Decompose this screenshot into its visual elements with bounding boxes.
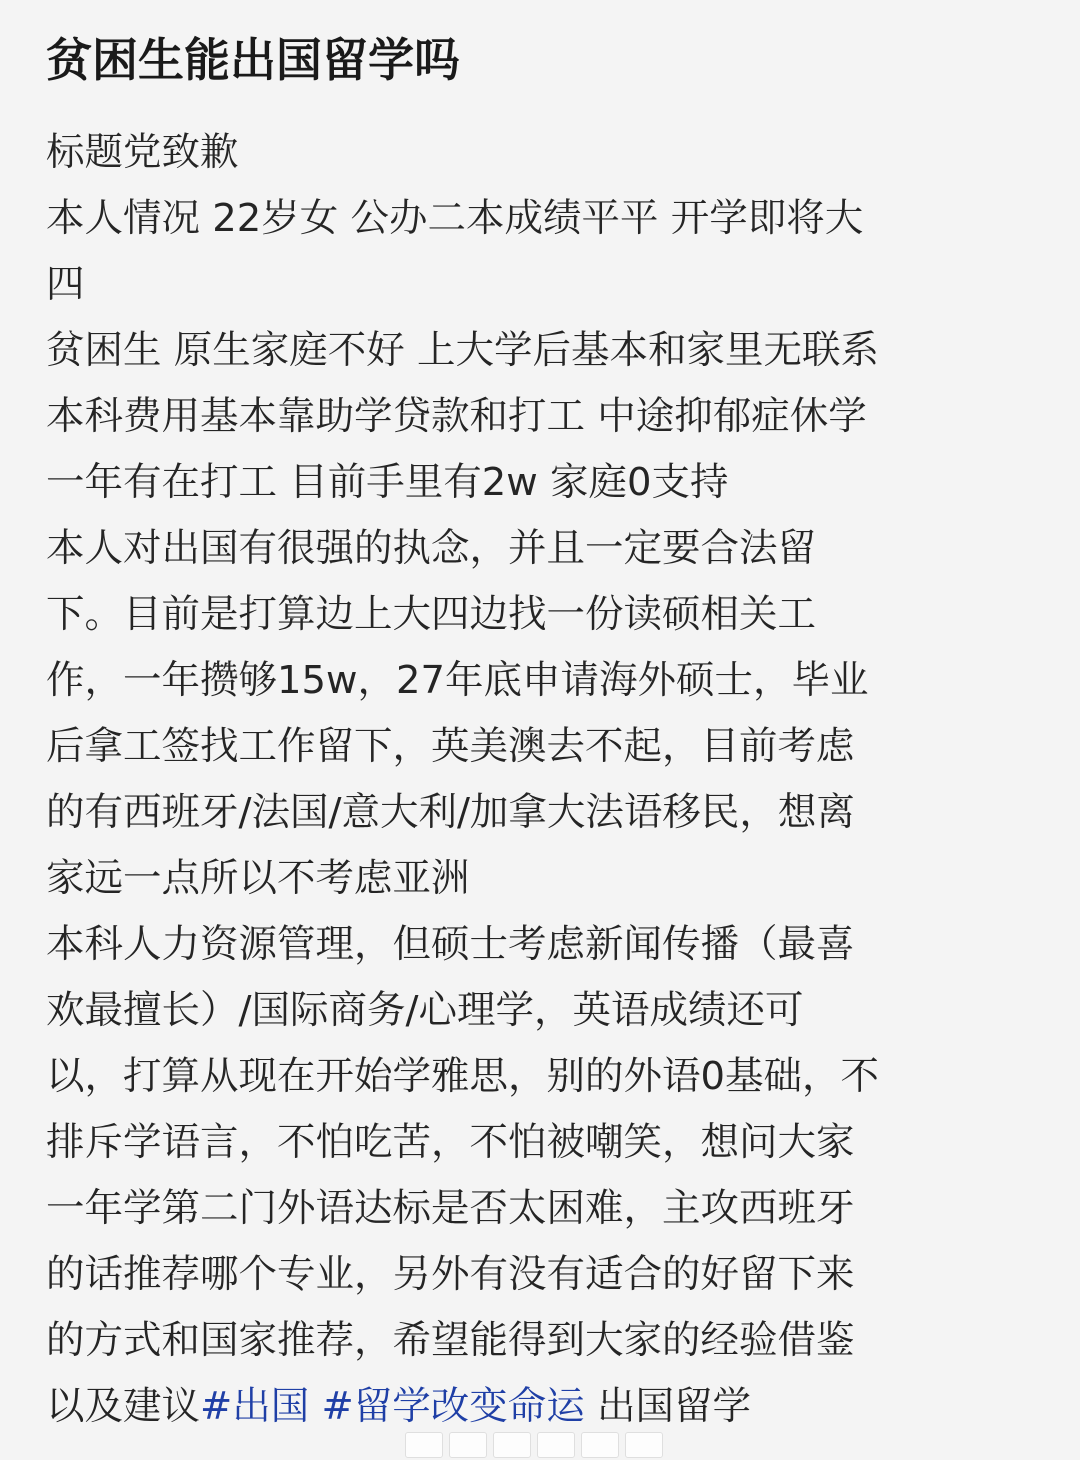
body-line: 作，一年攒够15w，27年底申请海外硕士，毕业 [46,658,869,703]
post-body [46,120,1036,1440]
body-line: 欢最擅长）/国际商务/心理学，英语成绩还可 [46,988,804,1033]
post-title: 贫困生能出国留学吗 [46,33,460,87]
watermark-block [449,1432,487,1458]
watermark-block [581,1432,619,1458]
watermark-block [405,1432,443,1458]
body-line: 贫困生 原生家庭不好 上大学后基本和家里无联系 [46,328,879,373]
body-line: 四 [46,262,85,307]
last-line-prefix: 以及建议 [46,1384,201,1429]
watermark-block [537,1432,575,1458]
body-line: 的有西班牙/法国/意大利/加拿大法语移民，想离 [46,790,855,835]
body-line: 后拿工签找工作留下，英美澳去不起，目前考虑 [46,724,855,769]
body-line: 的话推荐哪个专业，另外有没有适合的好留下来 [46,1252,855,1297]
body-line: 一年有在打工 目前手里有2w 家庭0支持 [46,460,729,505]
body-line: 下。目前是打算边上大四边找一份读硕相关工 [46,592,817,637]
post-container [46,24,1036,1440]
hashtag-chuguo[interactable]: #出国 [200,1384,310,1429]
body-line: 家远一点所以不考虑亚洲 [46,856,470,901]
body-line: 本科费用基本靠助学贷款和打工 中途抑郁症休学 [46,394,867,439]
last-line [46,1374,1036,1440]
body-line: 排斥学语言，不怕吃苦，不怕被嘲笑，想问大家 [46,1120,855,1165]
watermark [405,1432,663,1458]
hashtag-liuxue-gaibian-mingyun[interactable]: #留学改变命运 [321,1384,585,1429]
topic-tag[interactable]: 出国留学 [597,1384,752,1429]
body-line: 本人情况 22岁女 公办二本成绩平平 开学即将大 [46,196,864,241]
body-line: 的方式和国家推荐，希望能得到大家的经验借鉴 [46,1318,855,1363]
body-line: 以，打算从现在开始学雅思，别的外语0基础，不 [46,1054,879,1099]
body-line: 本科人力资源管理，但硕士考虑新闻传播（最喜 [46,922,855,967]
body-line: 标题党致歉 [46,130,239,175]
watermark-block [625,1432,663,1458]
body-line: 一年学第二门外语达标是否太困难，主攻西班牙 [46,1186,855,1231]
watermark-block [493,1432,531,1458]
body-line: 本人对出国有很强的执念，并且一定要合法留 [46,526,817,571]
